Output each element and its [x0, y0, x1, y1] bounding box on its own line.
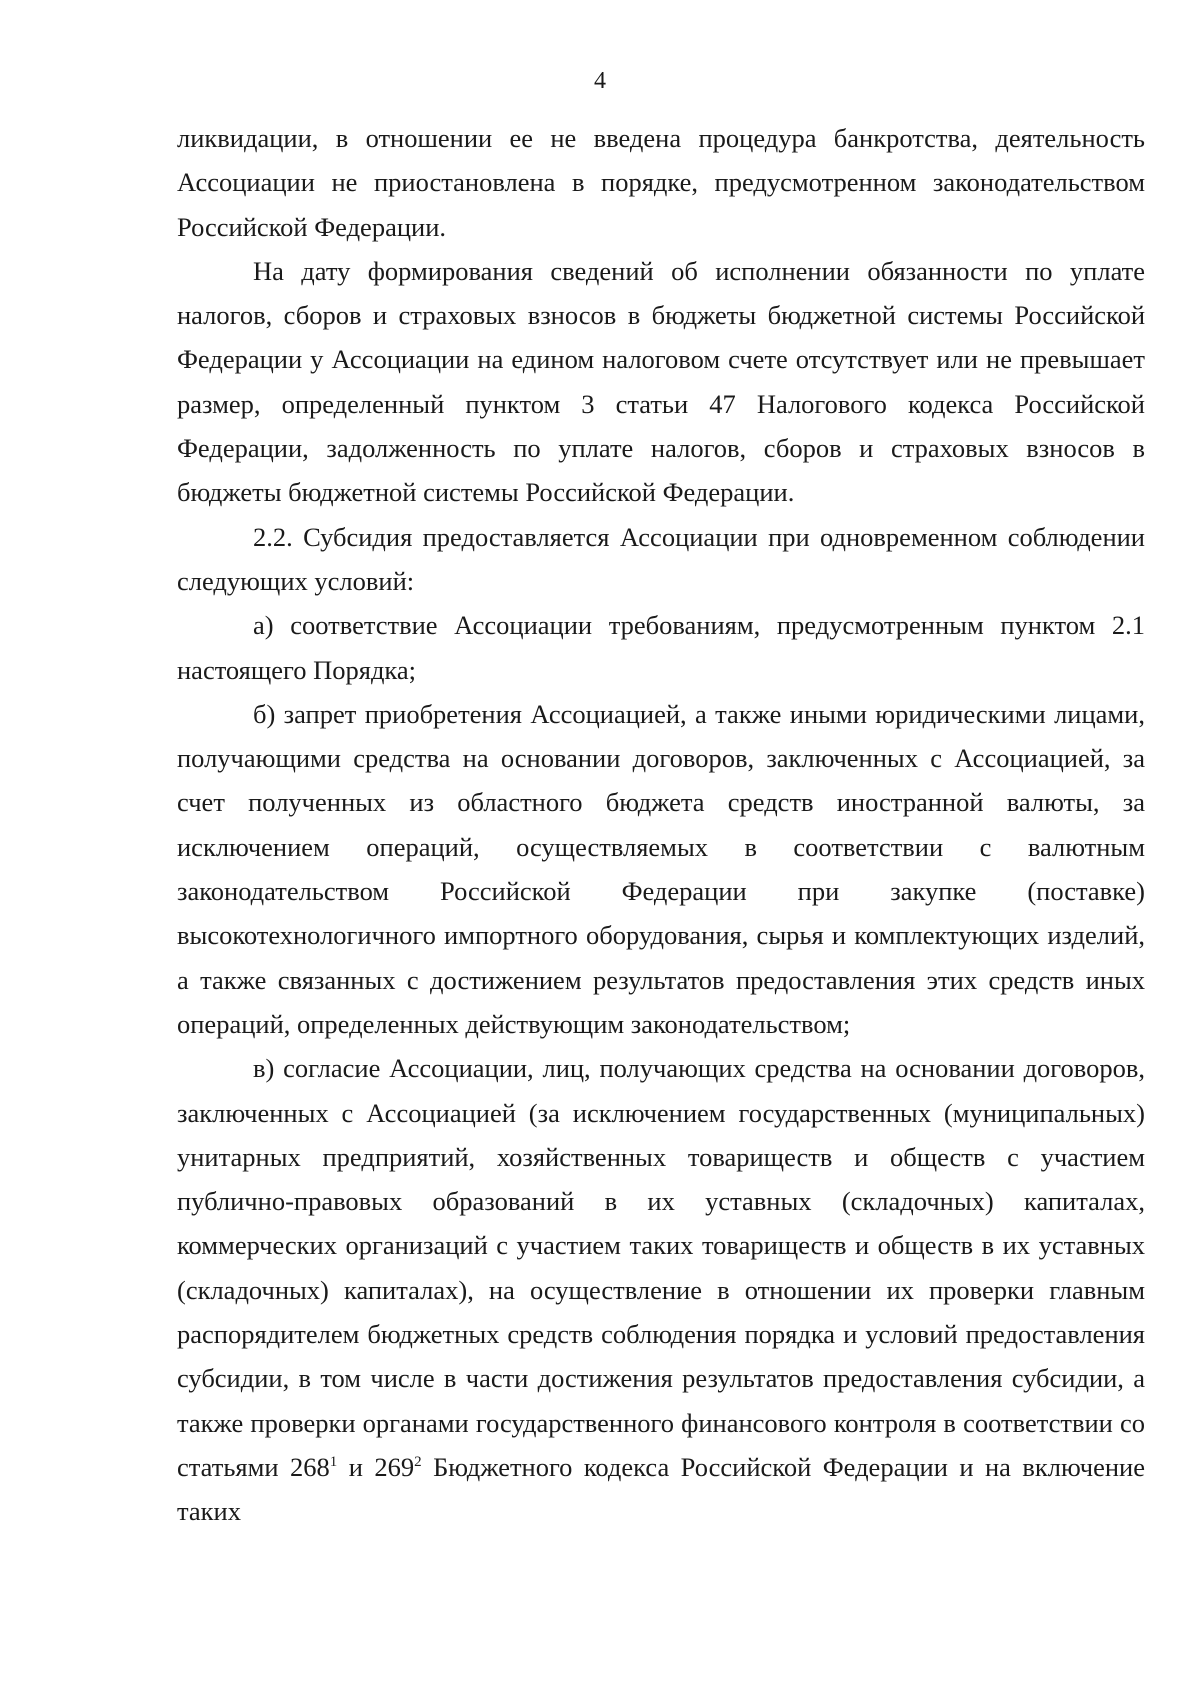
page-number: 4 — [594, 68, 606, 94]
article-268-superscript: 1 — [329, 1453, 338, 1470]
paragraph-liquidation: ликвидации, в отношении ее не введена процедура банкротства, деятельность Ассоциации не приостановлена в порядке, предусмотренном законодательством Российской Федерации. — [177, 123, 1145, 242]
paragraph-condition-v — [177, 1046, 1145, 1533]
paragraph-condition-a: а) соответствие Ассоциации требованиям, предусмотренным пунктом 2.1 настоящего Порядка; — [177, 610, 1145, 685]
article-269-superscript: 2 — [414, 1453, 422, 1470]
paragraph-condition-b: б) запрет приобретения Ассоциацией, а также иными юридическими лицами, получающими средства на основании договоров, заключенных с Ассоциацией, за счет полученных из областного бюджета средств иностранной валюты, за исключением операций, осуществляемых в соответствии с валютным законодательством Российской Федерации при закупке (поставке) высокотехнологичного импортного оборудования, сырья и комплектующих изделий, а также связанных с достижением результатов предоставления этих средств иных операций, определенных действующим законодательством; — [177, 698, 1145, 1039]
paragraph-tax-obligations: На дату формирования сведений об исполнении обязанности по уплате налогов, сборов и страховых взносов в бюджеты бюджетной системы Российской Федерации у Ассоциации на едином налоговом счете отсутствует или не превышает размер, определенный пунктом 3 статьи 47 Налогового кодекса Российской Федерации, задолженность по уплате налогов, сборов и страховых взносов в бюджеты бюджетной системы Российской Федерации. — [177, 255, 1145, 508]
condition-v-text-after: Бюджетного кодекса Российской Федерации и на включение таких — [177, 1451, 1145, 1527]
article-269: 269 — [374, 1451, 415, 1482]
conjunction: и — [337, 1451, 375, 1482]
article-268: 268 — [290, 1451, 330, 1482]
condition-v-text-before: в) согласие Ассоциации, лиц, получающих средства на основании договоров, заключенных с Ассоциацией (за исключением государственных (муниципальных) унитарных предприятий, хозяйственных товариществ и обществ с участием публично-правовых образований в их уставных (складочных) капиталах, коммерческих организаций с участием таких товариществ и обществ в их уставных (складочных) капиталах), на осуществление в отношении их проверки главным распорядителем бюджетных средств соблюдения порядка и условий предоставления субсидии, в том числе в части достижения результатов предоставления субсидии, а также проверки органами государственного финансового контроля в соответствии со статьями — [177, 1053, 1145, 1482]
document-body — [177, 116, 1145, 1534]
paragraph-2-2-subsidy-conditions: 2.2. Субсидия предоставляется Ассоциации при одновременном соблюдении следующих условий: — [177, 521, 1145, 596]
